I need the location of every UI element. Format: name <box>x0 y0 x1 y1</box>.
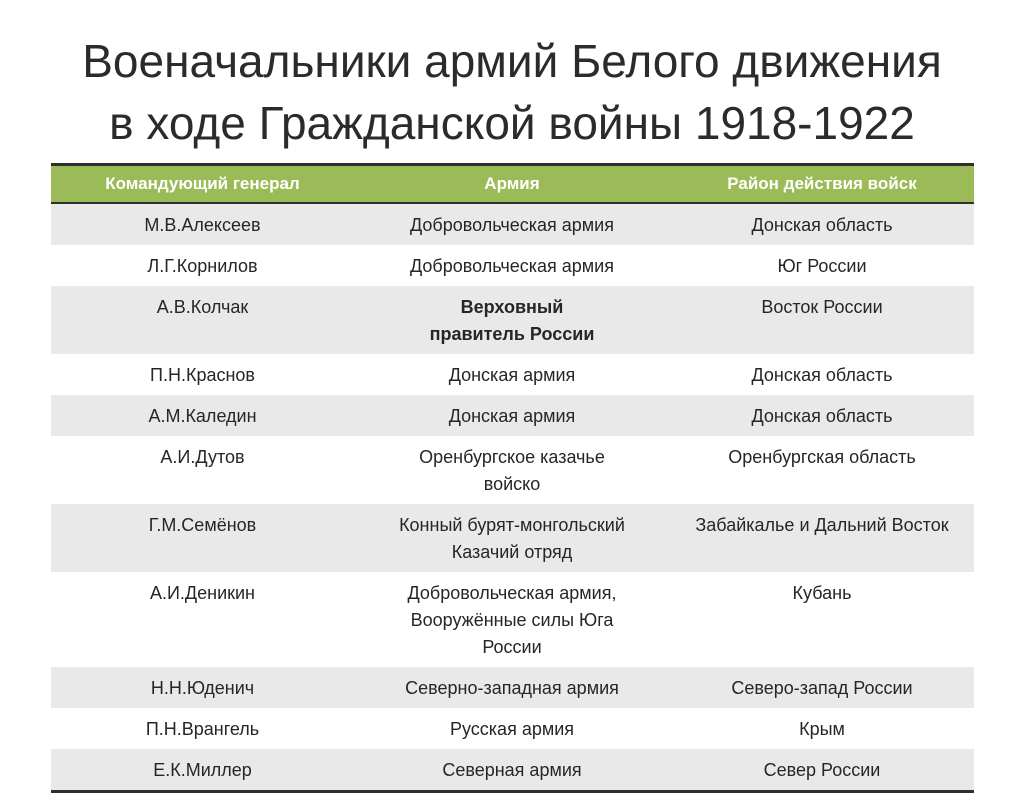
cell-army: Русская армия <box>354 708 670 749</box>
cell-region: Кубань <box>670 572 974 667</box>
cell-general: П.Н.Врангель <box>51 708 354 749</box>
cell-general: М.В.Алексеев <box>51 203 354 245</box>
cell-region: Забайкалье и Дальний Восток <box>670 504 974 572</box>
table-body <box>51 203 974 792</box>
slide-title-line-2: в ходе Гражданской войны 1918-1922 <box>109 97 915 149</box>
cell-army: Северно-западная армия <box>354 667 670 708</box>
slide-title <box>0 30 1024 154</box>
table-row <box>51 572 974 667</box>
cell-general: А.И.Дутов <box>51 436 354 504</box>
table-row <box>51 203 974 245</box>
slide-title-line-1: Военачальники армий Белого движения <box>82 35 942 87</box>
cell-general: Н.Н.Юденич <box>51 667 354 708</box>
cell-general: А.И.Деникин <box>51 572 354 667</box>
cell-army: Донская армия <box>354 395 670 436</box>
cell-general: Е.К.Миллер <box>51 749 354 792</box>
cell-general: А.В.Колчак <box>51 286 354 354</box>
cell-army: Добровольческая армия, Вооружённые силы Юга России <box>354 572 670 667</box>
cell-region: Крым <box>670 708 974 749</box>
cell-region: Северо-запад России <box>670 667 974 708</box>
table-row <box>51 286 974 354</box>
header-army: Армия <box>354 165 670 204</box>
cell-army: Донская армия <box>354 354 670 395</box>
table-header <box>51 165 974 204</box>
table-row <box>51 504 974 572</box>
commanders-table <box>51 163 974 793</box>
table-row <box>51 395 974 436</box>
cell-army: Верховный правитель России <box>354 286 670 354</box>
cell-region: Донская область <box>670 203 974 245</box>
table-row <box>51 667 974 708</box>
cell-region: Юг России <box>670 245 974 286</box>
cell-general: А.М.Каледин <box>51 395 354 436</box>
cell-region: Донская область <box>670 395 974 436</box>
header-general: Командующий генерал <box>51 165 354 204</box>
table-row <box>51 354 974 395</box>
cell-general: П.Н.Краснов <box>51 354 354 395</box>
header-region: Район действия войск <box>670 165 974 204</box>
cell-army: Конный бурят-монгольский Казачий отряд <box>354 504 670 572</box>
cell-army: Добровольческая армия <box>354 203 670 245</box>
table-row <box>51 245 974 286</box>
cell-region: Север России <box>670 749 974 792</box>
table-row <box>51 436 974 504</box>
commanders-table-container <box>51 163 974 793</box>
cell-army: Северная армия <box>354 749 670 792</box>
cell-region: Донская область <box>670 354 974 395</box>
cell-region: Оренбургская область <box>670 436 974 504</box>
cell-region: Восток России <box>670 286 974 354</box>
cell-general: Г.М.Семёнов <box>51 504 354 572</box>
cell-army: Оренбургское казачье войско <box>354 436 670 504</box>
table-header-row <box>51 165 974 204</box>
table-row <box>51 708 974 749</box>
cell-army: Добровольческая армия <box>354 245 670 286</box>
table-row <box>51 749 974 792</box>
cell-general: Л.Г.Корнилов <box>51 245 354 286</box>
